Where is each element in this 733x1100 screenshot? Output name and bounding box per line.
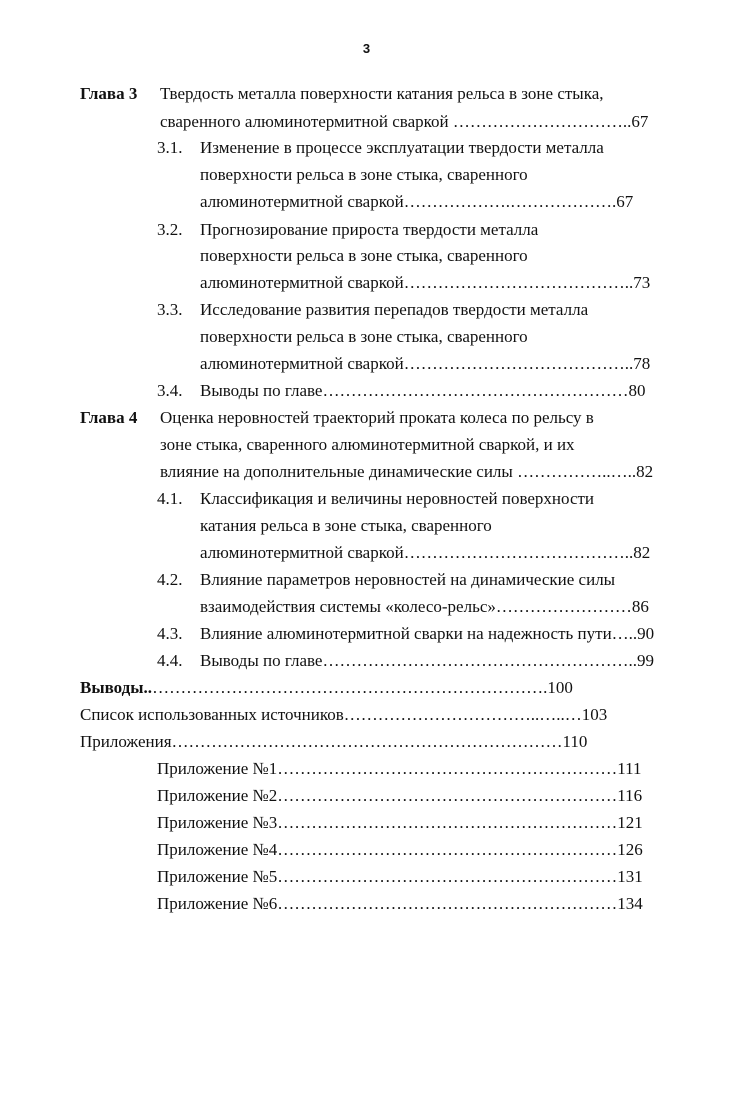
section-4-2-title[interactable]: Влияние параметров неровностей на динамические силы [200, 570, 616, 589]
section-3-4-number: 3.4. [157, 381, 183, 400]
appendix-6-entry[interactable]: Приложение №6……………………………………………………134 [157, 894, 643, 913]
section-4-4-number: 4.4. [157, 651, 183, 670]
appendix-2-entry[interactable]: Приложение №2……………………………………………………116 [157, 786, 643, 805]
appendix-4-entry[interactable]: Приложение №4……………………………………………………126 [157, 840, 643, 859]
section-4-2-title-end[interactable]: взаимодействия системы «колесо-рельс»……………………86 [200, 597, 649, 616]
section-3-2-title-end[interactable]: алюминотермитной сваркой…………………………………..73 [200, 273, 651, 292]
chapter-4-title-end[interactable]: влияние на дополнительные динамические силы ……………..…..82 [160, 462, 654, 481]
section-3-1-number: 3.1. [157, 138, 183, 157]
conclusions-leader: …………………………………………………………….100 [152, 678, 573, 697]
section-4-3-title[interactable]: Влияние алюминотермитной сварки на надежность пути…..90 [200, 624, 655, 643]
section-3-3-title[interactable]: Исследование развития перепадов твердости металла [200, 300, 589, 319]
appendix-5-entry[interactable]: Приложение №5……………………………………………………131 [157, 867, 643, 886]
section-4-1-title[interactable]: Классификация и величины неровностей поверхности [200, 489, 595, 508]
conclusions-label: Выводы.. [80, 678, 153, 697]
section-3-1-title-cont[interactable]: поверхности рельса в зоне стыка, сваренного [200, 165, 528, 184]
section-4-1-number: 4.1. [157, 489, 183, 508]
conclusions-entry[interactable] [80, 677, 573, 699]
section-3-3-title-end[interactable]: алюминотермитной сваркой…………………………………..78 [200, 354, 651, 373]
chapter-3-label: Глава 3 [80, 84, 138, 103]
section-4-4-title[interactable]: Выводы по главе………………………………………………..99 [200, 651, 654, 670]
section-3-4-title[interactable]: Выводы по главе………………………………………………80 [200, 381, 646, 400]
appendix-3-entry[interactable]: Приложение №3……………………………………………………121 [157, 813, 643, 832]
appendix-1-entry[interactable]: Приложение №1……………………………………………………111 [157, 759, 642, 778]
appendices-entry[interactable]: Приложения……………………………………………………………110 [80, 732, 588, 751]
chapter-3-title-cont[interactable]: сваренного алюминотермитной сваркой …………………………..67 [160, 112, 649, 131]
section-3-2-number: 3.2. [157, 220, 183, 239]
chapter-4-title[interactable]: Оценка неровностей траекторий проката колеса по рельсу в [160, 408, 594, 427]
page-number: 3 [362, 41, 371, 56]
chapter-4-title-cont[interactable]: зоне стыка, сваренного алюминотермитной сваркой, и их [160, 435, 575, 454]
chapter-3-title[interactable]: Твердость металла поверхности катания рельса в зоне стыка, [160, 84, 604, 103]
section-4-1-title-end[interactable]: алюминотермитной сваркой…………………………………..82 [200, 543, 651, 562]
section-3-3-number: 3.3. [157, 300, 183, 319]
section-4-2-number: 4.2. [157, 570, 183, 589]
section-3-2-title[interactable]: Прогнозирование прироста твердости металла [200, 220, 539, 239]
section-3-3-title-cont[interactable]: поверхности рельса в зоне стыка, сваренного [200, 327, 528, 346]
chapter-4-label: Глава 4 [80, 408, 138, 427]
section-4-3-number: 4.3. [157, 624, 183, 643]
section-4-1-title-cont[interactable]: катания рельса в зоне стыка, сваренного [200, 516, 492, 535]
section-3-2-title-cont[interactable]: поверхности рельса в зоне стыка, сваренного [200, 246, 528, 265]
section-3-1-title-end[interactable]: алюминотермитной сваркой……………….……………….67 [200, 192, 634, 211]
references-entry[interactable]: Список использованных источников……………………………..…..…103 [80, 705, 608, 724]
section-3-1-title[interactable]: Изменение в процессе эксплуатации твердости металла [200, 138, 604, 157]
